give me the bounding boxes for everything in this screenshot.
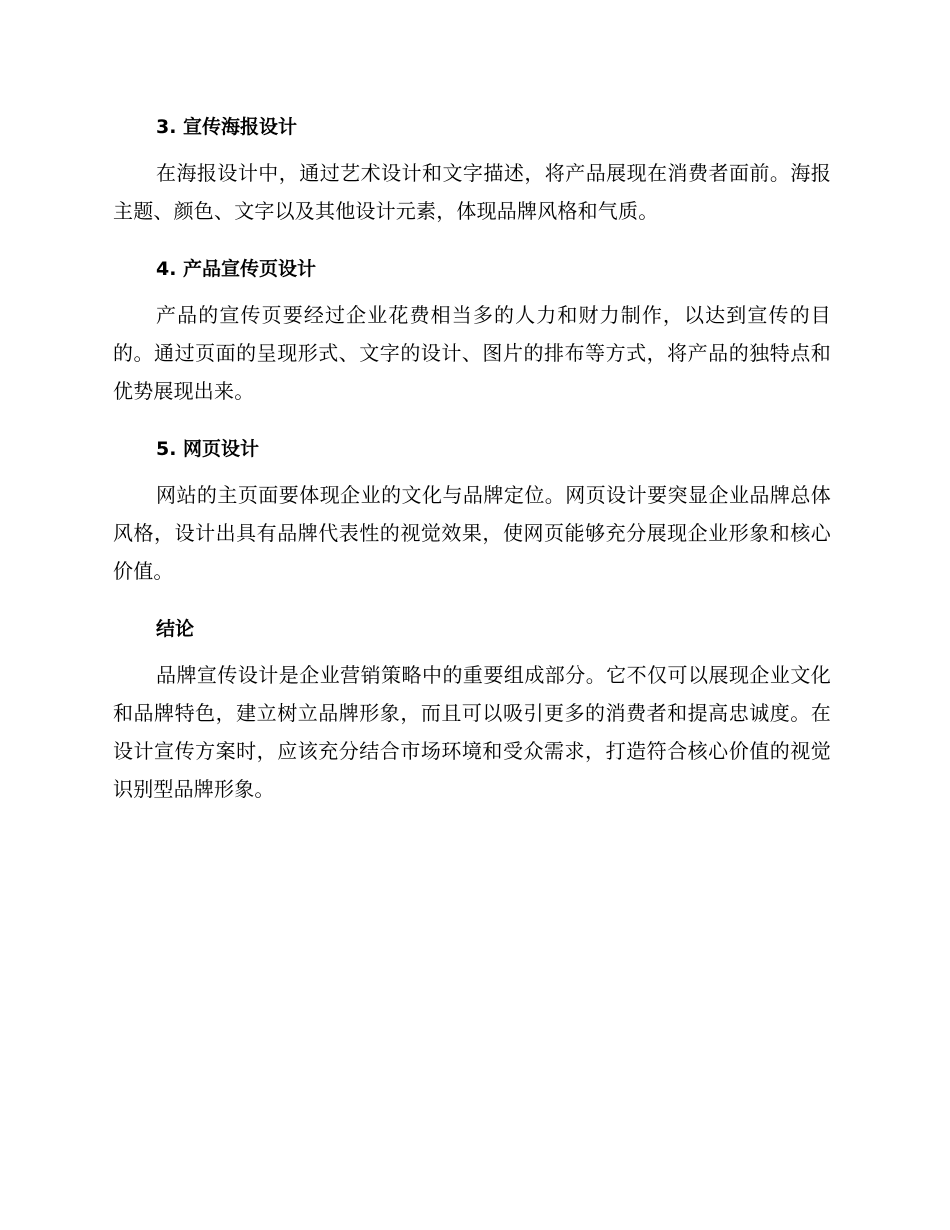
section-conclusion bbox=[113, 610, 831, 808]
section-heading: 结论 bbox=[156, 618, 195, 640]
section-paragraph: 网站的主页面要体现企业的文化与品牌定位。网页设计要突显企业品牌总体风格，设计出具有品牌代表性的视觉效果，使网页能够充分展现企业形象和核心价值。 bbox=[113, 483, 831, 583]
section-poster-design bbox=[113, 108, 831, 230]
section-product-page-design bbox=[113, 250, 831, 410]
document-page bbox=[113, 108, 831, 828]
section-paragraph: 在海报设计中，通过艺术设计和文字描述，将产品展现在消费者面前。海报主题、颜色、文字以及其他设计元素，体现品牌风格和气质。 bbox=[113, 161, 831, 223]
section-heading: 4. 产品宣传页设计 bbox=[156, 258, 317, 280]
section-heading: 5. 网页设计 bbox=[156, 438, 260, 460]
section-heading: 3. 宣传海报设计 bbox=[156, 116, 298, 138]
section-paragraph: 品牌宣传设计是企业营销策略中的重要组成部分。它不仅可以展现企业文化和品牌特色，建立树立品牌形象，而且可以吸引更多的消费者和提高忠诚度。在设计宣传方案时，应该充分结合市场环境和受众需求，打造符合核心价值的视觉识别型品牌形象。 bbox=[113, 663, 831, 801]
section-web-design bbox=[113, 430, 831, 590]
section-paragraph: 产品的宣传页要经过企业花费相当多的人力和财力制作，以达到宣传的目的。通过页面的呈现形式、文字的设计、图片的排布等方式，将产品的独特点和优势展现出来。 bbox=[113, 303, 831, 403]
